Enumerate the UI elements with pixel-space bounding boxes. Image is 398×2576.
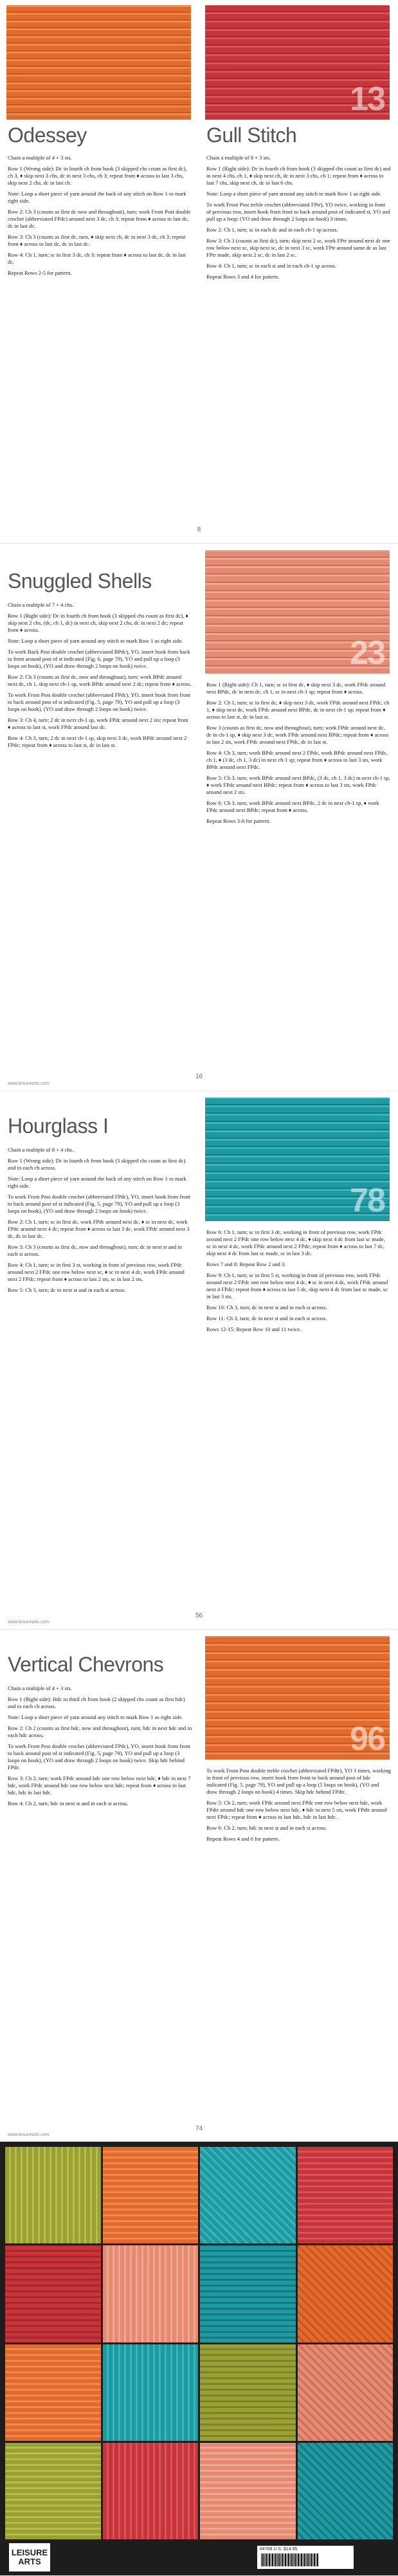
website: www.leisurearts.com	[8, 1620, 50, 1624]
swatch-tile	[103, 2245, 199, 2342]
gull-stitch-swatch	[205, 5, 390, 120]
vertical-chevrons-swatch	[205, 1636, 390, 1760]
row-text: Note: Loop a short piece of yarn around the back of any stitch on Row 1 to mark right side.	[8, 190, 186, 204]
row-text: Row 10: Ch 3, turn; dc in next st and in each st across.	[206, 1304, 327, 1311]
swatch-tile	[298, 2245, 393, 2342]
pattern-instructions	[8, 1685, 192, 1811]
pattern-title: Snuggled Shells	[8, 569, 152, 593]
logo-text: ARTS	[18, 2557, 41, 2566]
swatch-grid	[5, 2147, 393, 2539]
odessey-swatch	[6, 5, 191, 120]
row-text: Row 3: Ch 3 (counts as first dc), turn; skip next 2 sc, work FPtr around next dc one row below next sc, skip next sc, dc in next 3 sc, work FPtr around same dc as last FPtr made, skip next 2 sc, dc in last 2 sc.	[206, 237, 390, 258]
row-text: Repeat Rows 4 and 6 for pattern.	[206, 1835, 280, 1842]
row-text: Row 1 (Right side): Dc in fourth ch from hook (3 skipped chs count as first dc), ♦ skip next 2 chs, (dc, ch 1, dc) in next ch, skip next 2 chs, dc in next 2 dc; repeat from ♦ across.	[8, 612, 188, 633]
row-text: Note: Loop a short piece of yarn around any stitch to mark Row 1 as right side.	[206, 190, 382, 197]
row-text: Row 4: Ch 3, turn; work BPdc around next 2 FPdc, work BPdc around next FPdc, ch 1, ♦ (3 dc, ch 1, 3 dc) in next ch-1 sp; repeat from ♦ across to last 3 sts, work BPdc around next FPdc.	[206, 750, 388, 770]
pattern-page-1	[0, 0, 398, 544]
pattern-page-2	[0, 544, 398, 1091]
swatch-tile	[200, 2245, 296, 2342]
barcode	[257, 2546, 354, 2569]
page-number: 56	[195, 1612, 203, 1619]
row-text: Row 11: Ch 3, turn; dc in next st and in each st across.	[206, 1315, 327, 1321]
chain-multiple: Chain a multiple of 8 + 3 sts.	[206, 154, 271, 161]
row-text: Repeat Rows 3 and 4 for pattern.	[206, 273, 280, 280]
row-text: To work Back Post double crochet (abbreviated BPdc), YO, insert hook from back to front around post of st indicated (Fig. 6, page 79), YO and pull up a loop (3 loops on hook), (YO and draw through 2 loops on hook) twice.	[8, 649, 190, 669]
row-text: Row 3: Ch 4, turn; 2 dc in next ch-1 sp, work FPdc around next 2 sts; repeat from ♦ across to last st, work FPdc around last dc.	[8, 717, 188, 730]
row-text: Row 2: Ch 3 (counts as first dc, now and throughout), turn; work BPdc around next dc, ch 1, skip next ch-1 sp, work BPdc around next 2 dc; repeat from ♦ across.	[8, 674, 192, 687]
row-text: Note: Loop a short piece of yarn around the back of any stitch on Row 1 to mark right side.	[8, 1175, 186, 1189]
page-number: 16	[195, 1073, 203, 1080]
page-number: 8	[197, 526, 201, 533]
snuggled-shells-swatch	[205, 550, 390, 674]
row-text: Row 6: Ch 2, turn; hdc in next st and in each st across.	[206, 1825, 327, 1831]
swatch-tile	[298, 2344, 393, 2441]
row-text: Row 1 (Right side): Hdc in third ch from hook (2 skipped chs count as first hdc) and in each ch across.	[8, 1696, 185, 1709]
swatch-tile	[5, 2147, 101, 2243]
row-text: Row 4: Ch 1, turn; sc in first 3 st, working in front of previous row, work FPdc around next 2 FPdc one row below next sc, ♦ sc in next 4 dc, work FPdc around next 2 FPdc; repeat from ♦ across to last 2 sts, sc in last 2 sts.	[8, 1262, 185, 1282]
pattern-title: Gull Stitch	[206, 124, 297, 147]
row-text: Row 3 (counts as first dc, now and throughout), turn; work FPdc around next dc, dc in ch-1 sp, ♦ skip next 3 dc, work FPdc around next BPdc; repeat from ♦ across to last 2 sts, work FPdc around next FPdc, dc in last st.	[206, 724, 388, 745]
row-text: Repeat Rows 3-8 for pattern.	[206, 818, 271, 824]
back-cover	[0, 2142, 398, 2576]
row-text: Row 3: Ch 3 (counts as first dc, now and throughout), turn; dc in next st and in each st across.	[8, 1244, 182, 1257]
swatch-tile	[103, 2147, 199, 2243]
row-text: To work Front Post double crochet (abbreviated FPdc), YO, insert hook from front to back around post of st indicated (Fig. 5, page 79), YO and pull up a loop (3 loops on hook), (YO and draw through 2 loops on hook) twice. Skip hdc behind FPdc.	[8, 1743, 191, 1771]
logo-text: LEISURE	[11, 2548, 48, 2557]
swatch-tile	[103, 2443, 199, 2539]
row-text: Row 4: Ch 2, turn; hdc in next st and in each st across.	[8, 1800, 129, 1807]
row-text: Row 5: Ch 3, turn; dc in next st and in each st across.	[8, 1287, 126, 1293]
barcode-bars	[261, 2553, 319, 2566]
swatch-tile	[5, 2443, 101, 2539]
website: www.leisurearts.com	[8, 1081, 50, 1086]
row-text: Row 3: Ch 3 (counts as first dc, turn, ♦ skip next ch, dc in next 3 dc, ch 3; repeat from ♦ across to last dc, dc in last dc.	[8, 234, 186, 247]
pattern-instructions	[8, 602, 192, 753]
swatch-tile	[5, 2344, 101, 2441]
row-text: Row 5: Ch 2, turn; work FPdc around next FPdc one row below next hdc, work FPdtr around hdc one row below next hdc, ♦ hdc in next 5 sts, work FPdtr around next FPdc; repeat from ♦ across to last hdc, hdc in last hdc.	[206, 1799, 387, 1820]
row-text: Row 1 (Wrong side): Dc in fourth ch from hook (3 skipped chs count as first dc), ch 3, ♦ skip next 3 chs, dc in next 3 chs, ch 3; repeat from ♦ across to last 3 chs, skip next 2 chs, dc in last ch.	[8, 165, 187, 186]
swatch-tile	[200, 2147, 296, 2243]
pattern-number: 23	[350, 634, 384, 672]
row-text: Note: Loop a short piece of yarn around any stitch to mark Row 1 as right side.	[8, 638, 183, 644]
barcode-text: #4768 U.S. $14.95	[260, 2547, 298, 2552]
swatch-tile	[103, 2344, 199, 2441]
swatch-tile	[298, 2443, 393, 2539]
pattern-instructions	[8, 1146, 192, 1298]
row-text: Row 6: Ch 1, turn; sc in first 3 dc, working in front of previous row, work FPdc around next 2 FPdc one row below next 4 dc, ♦ skip next 4 dc from last sc made, sc in next 4 dc, work FPdc around next 2 FPdc; repeat from ♦ across to last 7 dc, skip next 4 dc from last sc made, sc in last 3 dc.	[206, 1229, 385, 1256]
row-text: Rows 7 and 8: Repeat Row 2 and 3.	[206, 1261, 286, 1267]
pattern-instructions	[8, 154, 192, 281]
row-text: Row 1 (Right side): Dc in fourth ch from hook (3 skipped chs count as first dc) and in next 4 chs, ch 1, ♦ skip next ch, dc in next 3 chs, ch 1; repeat from ♦ across to last 7 chs, skip next ch, dc in last 6 chs.	[206, 165, 391, 186]
row-text: Row 2: Ch 1, turn; sc in each dc and in each ch-1 sp across.	[206, 226, 338, 233]
chain-multiple: Chain a multiple of 4 + 3 sts.	[8, 154, 72, 161]
row-text: Row 2: Ch 3 (counts as first dc now and throughout), turn; work Front Post double crochet (abbreviated FPdc) around next 3 dc, ch 3; repeat from ♦ across to last dc, dc in last dc.	[8, 208, 191, 229]
row-text: Rows 12-15: Repeat Row 10 and 11 twice.	[206, 1326, 302, 1332]
page-number: 74	[195, 2125, 203, 2132]
row-text: To work Front Post double crochet (abbreviated FPdc), YO, insert hook from front to back around post of st indicated (Fig. 5, page 79), YO and pull up a loop (3 loops on hook), (YO and draw through 2 loops on hook) twice.	[8, 1193, 191, 1214]
row-text: Row 2: Ch 1, turn; sc in first dc, ♦ skip next 3 dc, work FPdc around next FPdc, ch 1, ♦ skip next dc, work FPdc around next BPdc, dc in next ch-1 sp; repeat from ♦ across to last st, dc in last st.	[206, 699, 390, 720]
row-text: Row 2: Ch 2 (counts as first hdc, now and throughout), turn; hdc in next hdc and in each hdc across.	[8, 1725, 192, 1738]
pattern-instructions	[206, 1229, 391, 1337]
row-text: Row 4: Ch 1, turn; sc in each st and in each ch-1 sp across.	[206, 262, 337, 269]
row-text: To work Front Post double crochet (abbreviated FPdc), YO, insert hook from front to back around post of st indicated (Fig. 5, page 79), YO and pull up a loop (3 loops on hook), (YO and draw through 2 loops on hook) twice.	[8, 692, 191, 712]
row-text: To work Front Post treble crochet (abbreviated FPtr), YO twice, working in front of previous row, insert hook from front to back around post of indicated st, YO and pull up a loop; (YO and draw through 2 loops on hook) 3 times.	[206, 201, 390, 222]
hourglass-swatch	[205, 1098, 390, 1221]
swatch-tile	[200, 2443, 296, 2539]
pattern-instructions	[206, 1767, 391, 1846]
publisher-logo	[9, 2543, 50, 2571]
row-text: Row 6: Ch 3, turn; work BPdc around next BPdc, 2 dc in next ch-1 sp, ♦ work FPdc around next BPdc; repeat from ♦ across.	[206, 800, 379, 813]
pattern-title: Hourglass I	[8, 1114, 109, 1137]
website: www.leisurearts.com	[8, 2133, 50, 2137]
pattern-page-3	[0, 1091, 398, 1630]
row-text: Row 4: Ch 1, turn; sc in first 3 dc, ch 3; repeat from ♦ across to last dc, dc in last dc.	[8, 252, 186, 265]
pattern-number: 13	[350, 80, 384, 118]
row-text: Row 9: Ch 1, turn; sc in first 5 st, working in front of previous row, work FPdc around next 2 FPdc one row below next 4 dc, ♦ sc in next 4 dc, work FPdc around next 4 FPdc; repeat from ♦ across to last 5 dc, skip next 4 dc from last sc made, sc in last 3 sts.	[206, 1272, 388, 1300]
row-text: To work Front Post double treble crochet (abbreviated FPdtr), YO 3 times, working in front of previous row, insert hook from front to back around post of hdc indicated (Fig. 5, page 79), YO and pull up a loop (5 loops on hook), (YO and draw through 2 loops on hook) 4 times. Skip hdc behind FPdtr.	[206, 1767, 391, 1795]
row-text: Row 1 (Right side): Ch 1, turn; sc in first dc, ♦ skip next 3 dc, work FPdc around next BPdc, dc in next dc, ch 1, sc in next ch-1 sp; repeat from ♦ across.	[206, 681, 386, 695]
pattern-instructions	[206, 154, 391, 284]
chain-multiple: Chain a multiple of 7 + 4 chs.	[8, 602, 74, 608]
row-text: Row 3: Ch 2, turn; work FPdc around hdc one row below next hdc, ♦ hdc in next 7 hdc, work FPdc around hdc one row below next hdc; repeat from ♦ across to last hdc, hdc in last hdc.	[8, 1775, 191, 1796]
pattern-instructions	[206, 681, 391, 829]
pattern-page-4	[0, 1630, 398, 2142]
row-text: Note: Loop a short piece of yarn around any stitch to mark Row 1 as right side.	[8, 1714, 183, 1720]
row-text: Row 1 (Wrong side): Dc in fourth ch from hook (3 skipped chs count as first dc) and in each ch across.	[8, 1157, 186, 1171]
row-text: Row 4: Ch 3, turn; 2 dc in next ch-1 sp, skip next 3 dc, work BPdc around next 2 FPdc; repeat from ♦ across to last st, dc in last st.	[8, 735, 187, 748]
chain-multiple: Chain a multiple of 8 + 4 chs.	[8, 1146, 74, 1153]
pattern-number: 78	[350, 1182, 384, 1219]
swatch-tile	[298, 2147, 393, 2243]
pattern-title: Odessey	[8, 124, 87, 147]
row-text: Repeat Rows 2-5 for pattern.	[8, 270, 72, 276]
row-text: Row 5: Ch 3, turn; work BPdc around next BPdc, (3 dc, ch 1, 3 dc) in next ch-1 sp, ♦ work FPdc around next BPdc; repeat from ♦ across to last 3 sts, work FPdc around next 2 sts.	[206, 775, 390, 795]
swatch-tile	[200, 2344, 296, 2441]
chain-multiple: Chain a multiple of 4 + 3 sts.	[8, 1685, 72, 1691]
pattern-number: 96	[350, 1720, 384, 1758]
swatch-tile	[5, 2245, 101, 2342]
pattern-title: Vertical Chevrons	[8, 1653, 164, 1676]
row-text: Row 2: Ch 1, turn; sc in first dc, work FPdc around next dc, ♦ sc in next dc, work FPdc around next 4 dc; repeat from ♦ across to last 3 dc, work FPdc around next 3 dc, dc in last dc.	[8, 1219, 190, 1239]
